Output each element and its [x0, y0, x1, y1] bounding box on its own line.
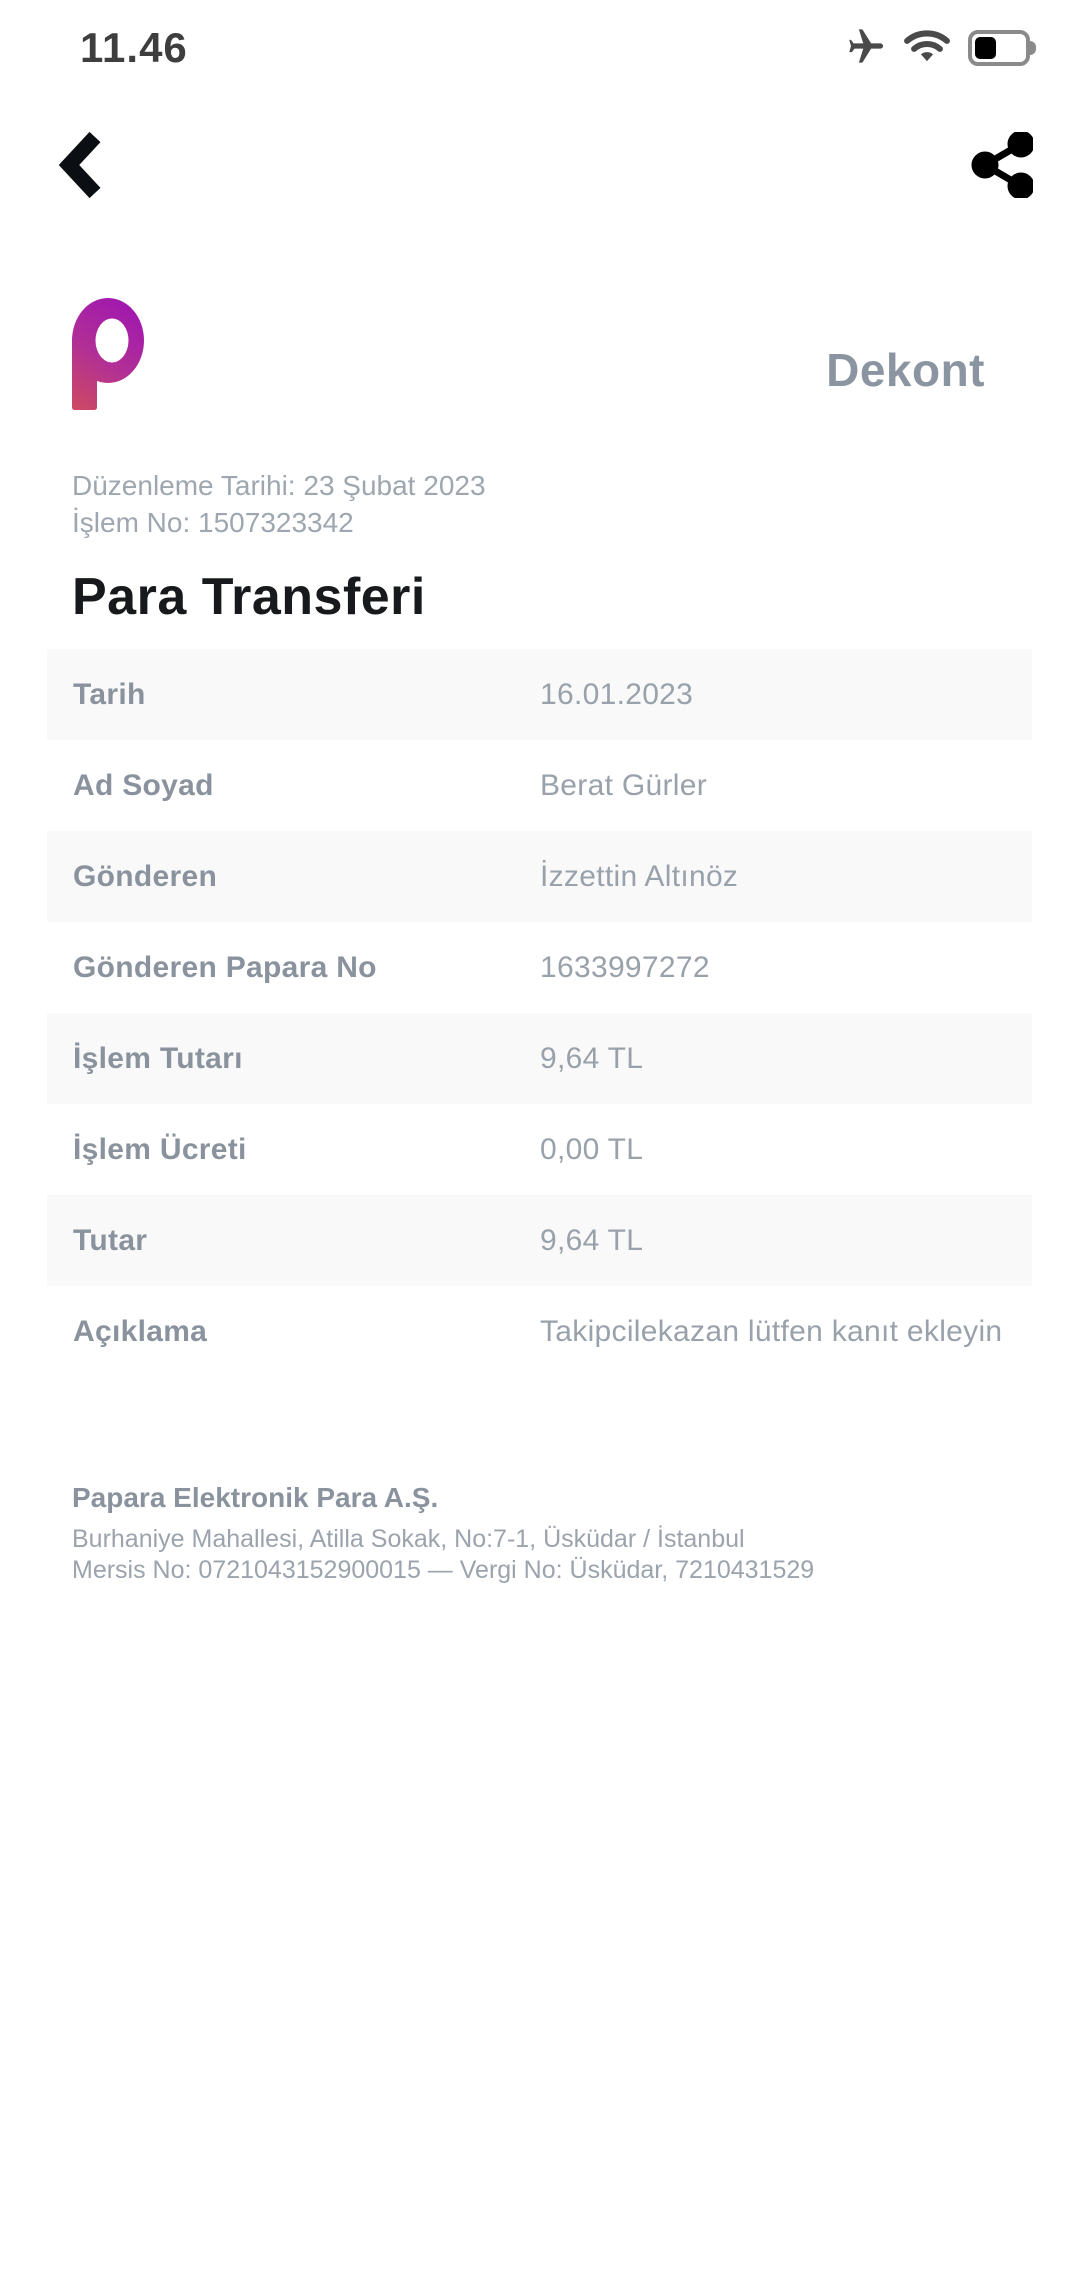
table-row	[47, 1104, 1032, 1195]
share-button[interactable]	[971, 132, 1033, 201]
receipt-meta	[0, 467, 1080, 541]
status-bar	[0, 0, 1080, 96]
wifi-icon	[904, 28, 950, 69]
table-row	[47, 740, 1032, 831]
row-label: Ad Soyad	[73, 768, 214, 802]
table-row	[47, 1195, 1032, 1286]
receipt-header	[0, 298, 1080, 415]
row-value: 9,64 TL	[540, 1041, 644, 1075]
table-row	[47, 1286, 1032, 1377]
table-row	[47, 922, 1032, 1013]
row-value: 9,64 TL	[540, 1223, 644, 1257]
row-value: 0,00 TL	[540, 1132, 644, 1166]
row-value: 1633997272	[540, 950, 710, 984]
table-row	[47, 649, 1032, 740]
papara-logo	[72, 298, 144, 415]
back-button[interactable]	[57, 132, 103, 201]
meta-issue-date: Düzenleme Tarihi: 23 Şubat 2023	[72, 470, 486, 501]
row-label: Açıklama	[73, 1314, 208, 1348]
page-title: Para Transferi	[72, 568, 426, 626]
battery-fill	[975, 37, 996, 59]
row-label: Gönderen	[73, 859, 218, 893]
row-value: 16.01.2023	[540, 677, 694, 711]
receipt-footer	[0, 1482, 1080, 1586]
status-icons	[844, 25, 1030, 72]
battery-icon	[968, 30, 1030, 66]
row-label: Gönderen Papara No	[73, 950, 377, 984]
meta-transaction-no: İşlem No: 1507323342	[72, 507, 354, 538]
row-value: İzzettin Altınöz	[540, 859, 739, 893]
row-label: İşlem Ücreti	[73, 1132, 247, 1166]
battery-nub	[1030, 41, 1036, 55]
table-row	[47, 1013, 1032, 1104]
clock: 11.46	[80, 24, 188, 71]
back-chevron-icon	[57, 132, 103, 201]
table-row	[47, 831, 1032, 922]
row-label: Tarih	[73, 677, 146, 711]
share-icon	[971, 132, 1033, 201]
row-label: Tutar	[73, 1223, 148, 1257]
doc-type-title: Dekont	[826, 344, 985, 396]
footer-company-name: Papara Elektronik Para A.Ş.	[72, 1482, 439, 1513]
footer-address: Burhaniye Mahallesi, Atilla Sokak, No:7-1, Üsküdar / İstanbul	[72, 1525, 745, 1553]
nav-bar	[0, 133, 1080, 199]
detail-table	[47, 649, 1032, 1377]
row-value: Takipcilekazan lütfen kanıt ekleyin	[540, 1314, 1003, 1348]
airplane-icon	[844, 25, 886, 72]
row-value: Berat Gürler	[540, 768, 707, 802]
row-label: İşlem Tutarı	[73, 1041, 243, 1075]
footer-registration: Mersis No: 0721043152900015 — Vergi No: Üsküdar, 7210431529	[72, 1556, 815, 1584]
